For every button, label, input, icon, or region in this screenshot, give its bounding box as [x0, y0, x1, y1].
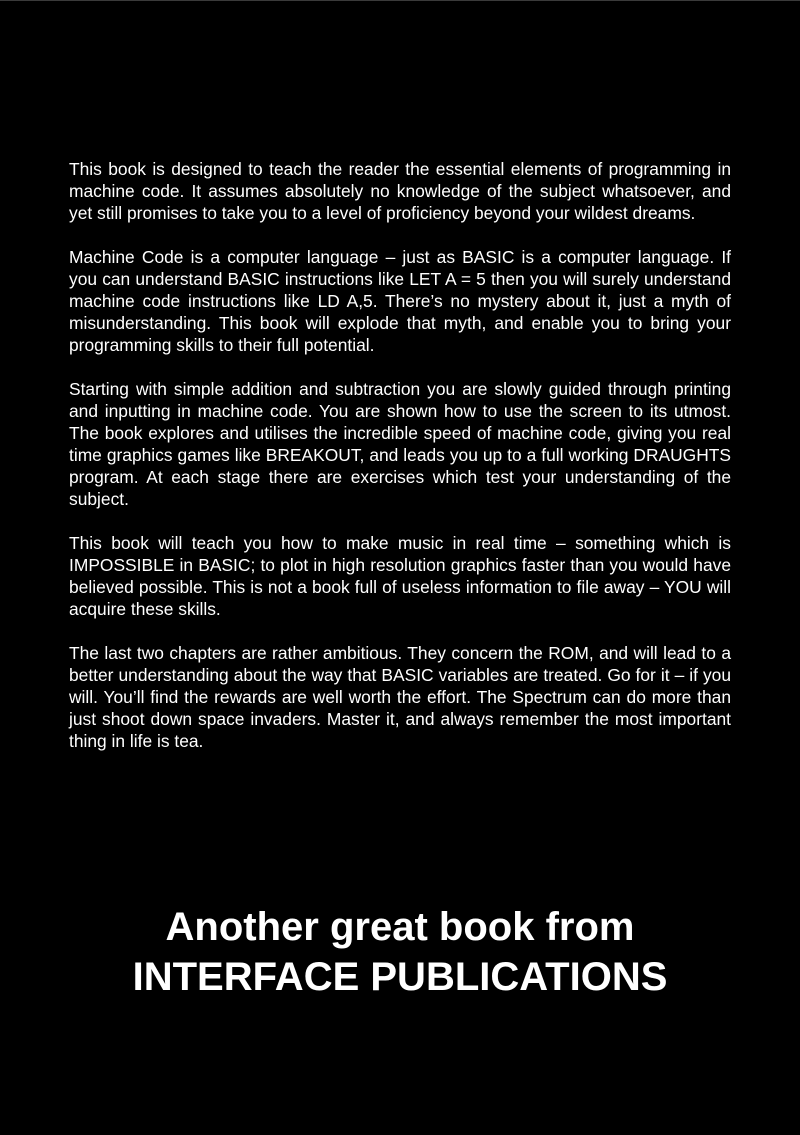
blurb-paragraph-1: This book is designed to teach the reader the essential elements of programming in machine code. It assumes absolutely no knowledge of the subject whatsoever, and yet still promises to take you to a level of proficiency beyond your wildest dreams.: [69, 159, 731, 223]
blurb-paragraph-4: This book will teach you how to make music in real time – something which is IMPOSSIBLE in BASIC; to plot in high resolution graphics faster than you would have believed possible. This is not a book full of useless information to file away – YOU will acquire these skills.: [69, 533, 731, 619]
blurb-paragraph-3: Starting with simple addition and subtraction you are slowly guided through printing and inputting in machine code. You are shown how to use the screen to its utmost. The book explores and utilises the incredible speed of machine code, giving you real time graphics games like BREAKOUT, and leads you up to a full working DRAUGHTS program. At each stage there are exercises which test your understanding of the subject.: [69, 379, 731, 509]
tagline-publisher-name: INTERFACE PUBLICATIONS: [132, 955, 668, 999]
blurb-paragraph-2: Machine Code is a computer language – just as BASIC is a computer language. If you can understand BASIC instructions like LET A = 5 then you will surely understand machine code instructions like LD A,5. There’s no mystery about it, just a myth of misunderstanding. This book will explode that myth, and enable you to bring your programming skills to their full potential.: [69, 247, 731, 355]
tagline-line-1: Another great book from: [165, 905, 635, 949]
blurb-text: [69, 158, 731, 774]
publisher-tagline: [0, 902, 800, 1002]
blurb-paragraph-5: The last two chapters are rather ambitious. They concern the ROM, and will lead to a better understanding about the way that BASIC variables are treated. Go for it – if you will. You’ll find the rewards are well worth the effort. The Spectrum can do more than just shoot down space invaders. Master it, and always remember the most important thing in life is tea.: [69, 643, 731, 751]
